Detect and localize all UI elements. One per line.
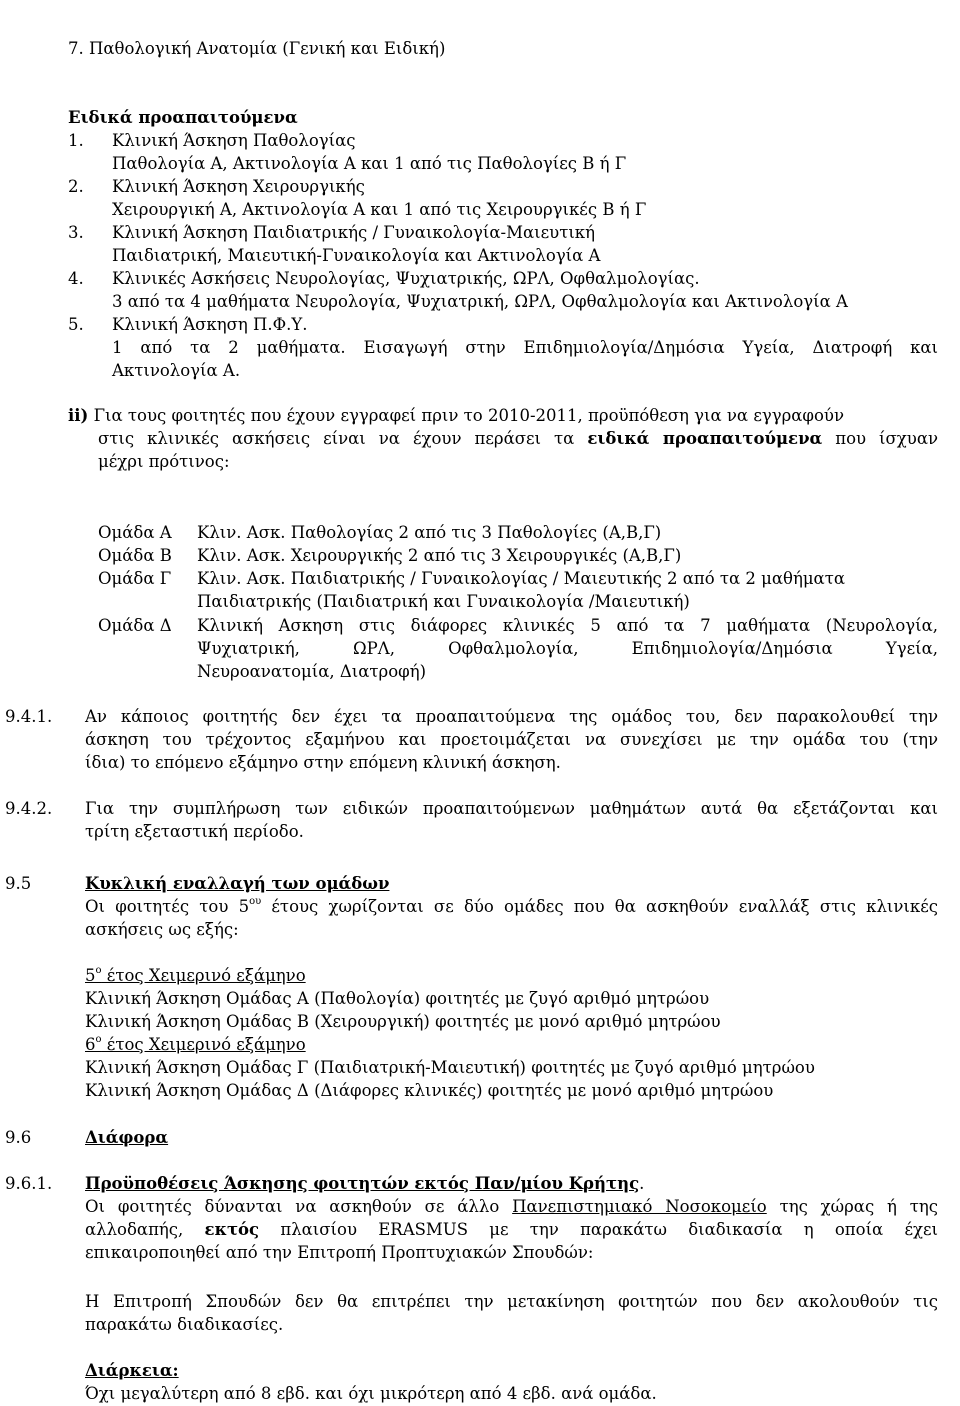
- group-d-text: Ψυχιατρική, ΩΡΛ, Οφθαλμολογία, Επιδημιολογία/Δημόσια Υγεία,: [197, 639, 938, 658]
- ii-text: Για τους φοιτητές που έχουν εγγραφεί πριν το 2010-2011, προϋπόθεση για να εγγραφούν: [93, 406, 844, 425]
- list-item-title: Κλινική Άσκηση Παθολογίας: [112, 131, 356, 150]
- year-label: έτος Χειμερινό εξάμηνο: [101, 1035, 306, 1054]
- list-item-title: Κλινική Άσκηση Χειρουργικής: [112, 177, 365, 196]
- list-item-title: Κλινική Άσκηση Π.Φ.Υ.: [112, 315, 308, 334]
- underlined-text: Πανεπιστημιακό Νοσοκομείο: [512, 1197, 767, 1216]
- body-text: αλλοδαπής,: [85, 1220, 205, 1239]
- section-9-4-1-text: Αν κάποιος φοιτητής δεν έχει τα προαπαιτούμενα της ομάδος του, δεν παρακολουθεί την: [85, 707, 938, 726]
- section-9-4-2-number: 9.4.2.: [5, 799, 53, 818]
- list-number: 1.: [68, 131, 84, 150]
- list-item-title: Κλινικές Ασκήσεις Νευρολογίας, Ψυχιατρικής, ΩΡΛ, Οφθαλμολογίας.: [112, 269, 700, 288]
- group-g-label: Ομάδα Γ: [98, 569, 172, 588]
- ordinal-suffix: ου: [249, 895, 262, 907]
- section-9-5-number: 9.5: [5, 874, 32, 893]
- ii-line-2: [98, 427, 938, 450]
- group-d-text: Νευροανατομία, Διατροφή): [197, 662, 427, 681]
- list-item-detail: 1 από τα 2 μαθήματα. Εισαγωγή στην Επιδημιολογία/Δημόσια Υγεία, Διατροφή και: [112, 338, 938, 357]
- year-5-group-a: Κλινική Άσκηση Ομάδας Α (Παθολογία) φοιτητές με ζυγό αριθμό μητρώου: [85, 989, 710, 1008]
- section-9-4-1-text: άσκηση του τρέχοντος εξαμήνου και προετοιμάζεται να συνεχίσει με την ομάδα του (την: [85, 730, 938, 749]
- list-number: 2.: [68, 177, 84, 196]
- section-9-4-1-text: ίδια) το επόμενο εξάμηνο στην επόμενη κλινική άσκηση.: [85, 753, 561, 772]
- ordinal-suffix: ο: [95, 964, 102, 976]
- list-item-detail: Χειρουργική Α, Ακτινολογία Α και 1 από τις Χειρουργικές Β ή Γ: [112, 200, 647, 219]
- group-b-text: Κλιν. Ασκ. Χειρουργικής 2 από τις 3 Χειρουργικές (Α,Β,Γ): [197, 546, 682, 565]
- committee-note: παρακάτω διαδικασίες.: [85, 1315, 284, 1334]
- year-number: 6: [85, 1035, 96, 1054]
- special-prerequisites-heading: Ειδικά προαπαιτούμενα: [68, 108, 298, 127]
- group-d-label: Ομάδα Δ: [98, 616, 172, 635]
- section-9-5-intro: [85, 895, 938, 918]
- group-g-text: Κλιν. Ασκ. Παιδιατρικής / Γυναικολογίας / Μαιευτικής 2 από τα 2 μαθήματα: [197, 569, 845, 588]
- section-9-6-1-text: [85, 1218, 938, 1241]
- ii-text: στις κλινικές ασκήσεις είναι να έχουν περάσει τα: [98, 429, 575, 448]
- ii-line-3: μέχρι πρότινος:: [98, 452, 230, 471]
- section-9-6-1-text: [85, 1195, 938, 1218]
- ordinal-suffix: ο: [95, 1033, 102, 1045]
- section-9-4-1-number: 9.4.1.: [5, 707, 53, 726]
- section-9-4-2-text: τρίτη εξεταστική περίοδο.: [85, 822, 304, 841]
- list-item-title: Κλινική Άσκηση Παιδιατρικής / Γυναικολογία-Μαιευτική: [112, 223, 595, 242]
- bold-text: εκτός: [204, 1220, 260, 1239]
- year-5-semester-heading: [85, 964, 306, 987]
- group-a-label: Ομάδα Α: [98, 523, 172, 542]
- section-9-5-heading: Κυκλική εναλλαγή των ομάδων: [85, 874, 390, 893]
- heading-text: Προϋποθέσεις Άσκησης φοιτητών εκτός Παν/μίου Κρήτης: [85, 1174, 640, 1193]
- year-6-group-g: Κλινική Άσκηση Ομάδας Γ (Παιδιατρική-Μαιευτική) φοιτητές με ζυγό αριθμό μητρώου: [85, 1058, 815, 1077]
- group-a-text: Κλιν. Ασκ. Παθολογίας 2 από τις 3 Παθολογίες (Α,Β,Γ): [197, 523, 662, 542]
- group-b-label: Ομάδα Β: [98, 546, 172, 565]
- list-item-detail: Παθολογία Α, Ακτινολογία Α και 1 από τις Παθολογίες Β ή Γ: [112, 154, 627, 173]
- year-label: έτος Χειμερινό εξάμηνο: [101, 966, 306, 985]
- section-9-4-2-text: Για την συμπλήρωση των ειδικών προαπαιτούμενων μαθημάτων αυτά θα εξετάζονται και: [85, 799, 938, 818]
- heading-period: .: [639, 1174, 645, 1193]
- intro-text: έτους χωρίζονται σε δύο ομάδες που θα ασκηθούν εναλλάξ στις κλινικές: [261, 897, 938, 916]
- body-text: της χώρας ή της: [766, 1197, 938, 1216]
- list-item-detail: 3 από τα 4 μαθήματα Νευρολογία, Ψυχιατρική, ΩΡΛ, Οφθαλμολογία και Ακτινολογία Α: [112, 292, 848, 311]
- year-5-group-b: Κλινική Άσκηση Ομάδας Β (Χειρουργική) φοιτητές με μονό αριθμό μητρώου: [85, 1012, 721, 1031]
- item-7-heading: 7. Παθολογική Ανατομία (Γενική και Ειδική): [68, 39, 446, 58]
- year-number: 5: [85, 966, 96, 985]
- duration-text: Όχι μεγαλύτερη από 8 εβδ. και όχι μικρότερη από 4 εβδ. ανά ομάδα.: [85, 1384, 657, 1403]
- ii-paragraph: [68, 404, 844, 427]
- year-6-semester-heading: [85, 1033, 306, 1056]
- section-9-5-intro: ασκήσεις ως εξής:: [85, 920, 239, 939]
- group-g-text: Παιδιατρικής (Παιδιατρική και Γυναικολογία /Μαιευτική): [197, 592, 690, 611]
- intro-text: Οι φοιτητές του 5: [85, 897, 250, 916]
- ii-label: ii): [68, 406, 89, 425]
- committee-note: Η Επιτροπή Σπουδών δεν θα επιτρέπει την μετακίνηση φοιτητών που δεν ακολουθούν τις: [85, 1292, 938, 1311]
- body-text: Οι φοιτητές δύνανται να ασκηθούν σε άλλο: [85, 1197, 513, 1216]
- section-9-6-heading: Διάφορα: [85, 1128, 169, 1147]
- list-number: 5.: [68, 315, 84, 334]
- duration-label: Διάρκεια:: [85, 1361, 179, 1380]
- body-text: πλαισίου ERASMUS με την παρακάτω διαδικασία η οποία έχει: [259, 1220, 939, 1239]
- section-9-6-1-number: 9.6.1.: [5, 1174, 53, 1193]
- section-9-6-1-text: επικαιροποιηθεί από την Επιτροπή Προπτυχιακών Σπουδών:: [85, 1243, 594, 1262]
- list-number: 4.: [68, 269, 84, 288]
- section-9-6-number: 9.6: [5, 1128, 32, 1147]
- ii-text: που ίσχυαν: [835, 429, 938, 448]
- ii-emphasis: ειδικά προαπαιτούμενα: [587, 429, 823, 448]
- list-item-detail: Ακτινολογία Α.: [112, 361, 241, 380]
- group-d-text: Κλινική Ασκηση στις διάφορες κλινικές 5 από τα 7 μαθήματα (Νευρολογία,: [197, 616, 938, 635]
- year-6-group-d: Κλινική Άσκηση Ομάδας Δ (Διάφορες κλινικές) φοιτητές με μονό αριθμό μητρώου: [85, 1081, 774, 1100]
- list-number: 3.: [68, 223, 84, 242]
- section-9-6-1-heading: [85, 1172, 644, 1195]
- list-item-detail: Παιδιατρική, Μαιευτική-Γυναικολογία και Ακτινολογία Α: [112, 246, 601, 265]
